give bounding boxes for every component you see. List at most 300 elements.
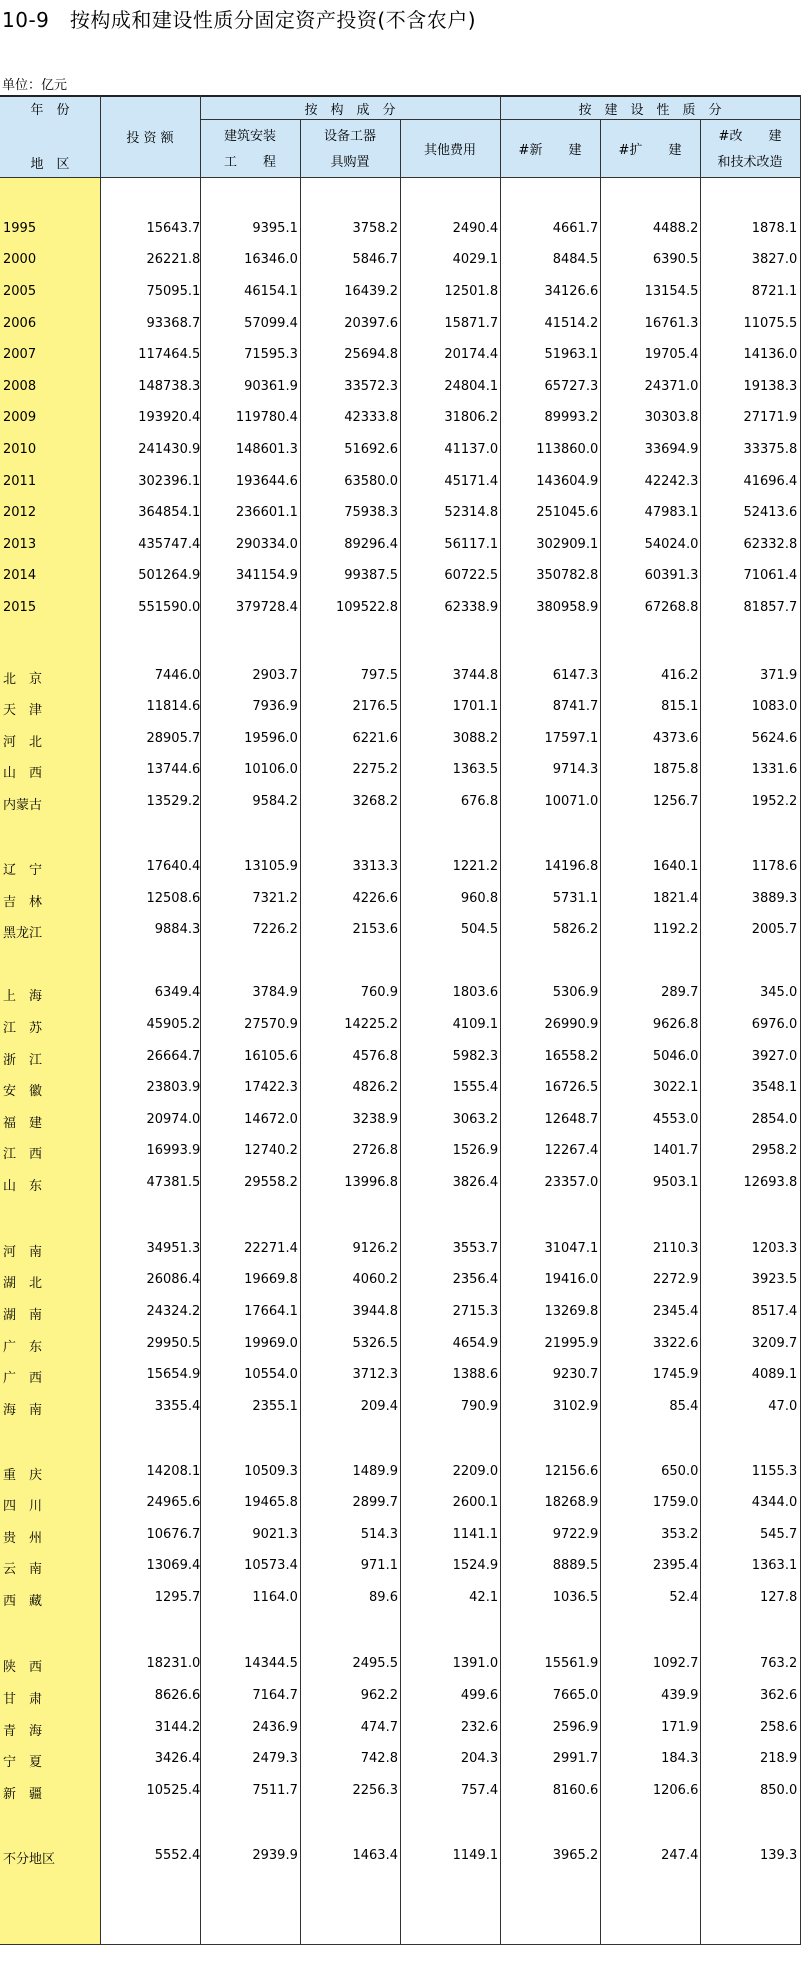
table-cell: 16439.2 bbox=[344, 283, 398, 299]
table-cell: 81857.7 bbox=[743, 600, 798, 615]
table-cell: 18231.0 bbox=[146, 1656, 201, 1672]
table-cell: 962.2 bbox=[360, 1687, 398, 1703]
row-label: 北 京 bbox=[3, 671, 43, 687]
table-cell: 4553.0 bbox=[652, 1111, 699, 1127]
table-cell: 1640.1 bbox=[652, 859, 699, 875]
table-cell: 27171.9 bbox=[743, 410, 798, 426]
table-cell: 12693.8 bbox=[743, 1175, 798, 1191]
table-cell: 16761.3 bbox=[644, 315, 699, 331]
table-cell: 2436.9 bbox=[252, 1719, 298, 1735]
table-cell: 14136.0 bbox=[743, 347, 798, 363]
table-cell: 10106.0 bbox=[244, 762, 298, 778]
table-cell: 1203.3 bbox=[751, 1240, 798, 1256]
table-cell: 23803.9 bbox=[146, 1080, 201, 1096]
table-cell: 209.4 bbox=[360, 1398, 398, 1414]
table-cell: 12740.2 bbox=[244, 1143, 298, 1159]
table-cell: 3322.6 bbox=[652, 1335, 699, 1351]
table-cell: 30303.8 bbox=[644, 410, 699, 426]
row-label: 山 东 bbox=[3, 1179, 43, 1195]
table-cell: 2355.1 bbox=[252, 1398, 298, 1414]
table-cell: 1759.0 bbox=[652, 1495, 699, 1511]
table-cell: 1401.7 bbox=[652, 1143, 699, 1159]
table-cell: 15871.7 bbox=[444, 315, 499, 331]
table-cell: 19465.8 bbox=[244, 1495, 298, 1511]
table-row bbox=[0, 309, 801, 341]
table-cell: 31806.2 bbox=[444, 410, 499, 426]
table-cell: 11814.6 bbox=[146, 699, 201, 715]
table-cell: 2395.4 bbox=[652, 1558, 699, 1574]
table-cell: 6221.6 bbox=[352, 730, 398, 746]
table-cell: 435747.4 bbox=[138, 536, 201, 552]
table-cell: 218.9 bbox=[760, 1751, 798, 1767]
row-label: 新 疆 bbox=[3, 1786, 43, 1802]
table-cell: 148738.3 bbox=[138, 378, 201, 394]
table-cell: 14225.2 bbox=[344, 1017, 398, 1033]
table-cell: 3826.4 bbox=[452, 1175, 499, 1191]
table-row bbox=[0, 1234, 801, 1266]
table-cell: 17422.3 bbox=[244, 1080, 298, 1096]
table-cell: 2490.4 bbox=[452, 220, 499, 236]
table-cell: 1388.6 bbox=[452, 1367, 499, 1383]
table-row bbox=[0, 1713, 801, 1745]
header-other: 其他费用 bbox=[423, 143, 476, 158]
table-cell: 4029.1 bbox=[452, 252, 499, 268]
row-label: 浙 江 bbox=[3, 1052, 43, 1068]
table-cell: 20397.6 bbox=[344, 315, 398, 331]
row-label: 2006 bbox=[3, 315, 37, 331]
table-cell: 650.0 bbox=[661, 1463, 699, 1479]
table-cell: 33572.3 bbox=[344, 378, 398, 394]
table-row bbox=[0, 1488, 801, 1520]
table-row bbox=[0, 1551, 801, 1583]
table-cell: 10573.4 bbox=[244, 1558, 298, 1574]
table-cell: 3022.1 bbox=[652, 1080, 699, 1096]
header-region: 地 区 bbox=[30, 157, 70, 172]
table-row bbox=[0, 1392, 801, 1424]
table-row bbox=[0, 1042, 801, 1074]
table-top-rule bbox=[0, 95, 801, 97]
table-cell: 26221.8 bbox=[146, 252, 201, 268]
table-cell: 1331.6 bbox=[751, 762, 798, 778]
table-cell: 62332.8 bbox=[743, 536, 798, 552]
table-cell: 6976.0 bbox=[751, 1017, 798, 1033]
row-label: 2015 bbox=[3, 600, 37, 615]
table-cell: 193644.6 bbox=[235, 473, 298, 489]
table-cell: 21995.9 bbox=[544, 1335, 599, 1351]
table-cell: 9722.9 bbox=[552, 1526, 599, 1542]
table-cell: 2726.8 bbox=[352, 1143, 398, 1159]
row-label: 2005 bbox=[3, 283, 37, 299]
header-group-rule bbox=[201, 119, 801, 120]
table-cell: 4654.9 bbox=[452, 1335, 499, 1351]
table-cell: 5982.3 bbox=[452, 1048, 499, 1064]
table-row bbox=[0, 561, 801, 593]
table-cell: 16346.0 bbox=[244, 252, 298, 268]
table-cell: 289.7 bbox=[661, 985, 699, 1001]
table-cell: 67268.8 bbox=[644, 600, 699, 615]
table-cell: 2479.3 bbox=[252, 1751, 298, 1767]
table-cell: 47.0 bbox=[768, 1398, 798, 1414]
table-cell: 117464.5 bbox=[138, 347, 201, 363]
table-row bbox=[0, 1583, 801, 1615]
table-row bbox=[0, 978, 801, 1010]
table-row bbox=[0, 787, 801, 819]
table-cell: 4826.2 bbox=[352, 1080, 398, 1096]
header-total: 投 资 额 bbox=[126, 131, 174, 146]
table-cell: 514.3 bbox=[360, 1526, 398, 1542]
table-cell: 51963.1 bbox=[544, 347, 599, 363]
table-cell: 236601.1 bbox=[235, 505, 298, 521]
row-label: 西 藏 bbox=[3, 1593, 43, 1609]
header-reform-2: 和技术改造 bbox=[717, 155, 783, 170]
table-cell: 2256.3 bbox=[352, 1782, 398, 1798]
table-cell: 23357.0 bbox=[544, 1175, 599, 1191]
table-cell: 499.6 bbox=[460, 1687, 499, 1703]
table-cell: 8517.4 bbox=[751, 1304, 798, 1319]
table-cell: 14208.1 bbox=[146, 1463, 201, 1479]
header-equipment-1: 设备工器 bbox=[323, 129, 376, 144]
table-row bbox=[0, 530, 801, 562]
table-cell: 850.0 bbox=[760, 1782, 798, 1798]
table-cell: 9626.8 bbox=[652, 1017, 699, 1033]
table-cell: 302909.1 bbox=[536, 536, 599, 552]
table-cell: 551590.0 bbox=[138, 600, 201, 615]
table-cell: 13529.2 bbox=[146, 793, 201, 809]
page-title: 10-9 按构成和建设性质分固定资产投资(不含农户) bbox=[2, 8, 476, 32]
table-cell: 60391.3 bbox=[644, 568, 699, 584]
table-cell: 3238.9 bbox=[352, 1111, 398, 1127]
table-cell: 12156.6 bbox=[544, 1463, 599, 1479]
table-cell: 3744.8 bbox=[452, 667, 499, 683]
table-cell: 119780.4 bbox=[235, 410, 298, 426]
row-label: 辽 宁 bbox=[3, 863, 43, 879]
table-cell: 3548.1 bbox=[751, 1080, 798, 1096]
table-cell: 14344.5 bbox=[244, 1656, 298, 1672]
table-cell: 742.8 bbox=[360, 1751, 398, 1767]
table-cell: 362.6 bbox=[760, 1687, 798, 1703]
table-cell: 2153.6 bbox=[352, 922, 398, 938]
table-cell: 3144.2 bbox=[154, 1719, 201, 1735]
table-cell: 3088.2 bbox=[452, 730, 499, 746]
table-cell: 345.0 bbox=[760, 985, 798, 1001]
table-cell: 9714.3 bbox=[552, 762, 599, 778]
table-cell: 7446.0 bbox=[154, 667, 201, 683]
table-cell: 2272.9 bbox=[652, 1272, 699, 1288]
row-label: 内蒙古 bbox=[3, 797, 43, 813]
table-cell: 1803.6 bbox=[452, 985, 499, 1001]
table-cell: 25694.8 bbox=[344, 347, 398, 363]
table-cell: 13069.4 bbox=[146, 1558, 201, 1574]
table-cell: 4089.1 bbox=[751, 1367, 798, 1383]
table-cell: 89296.4 bbox=[344, 536, 398, 552]
row-label: 安 徽 bbox=[3, 1084, 43, 1100]
table-cell: 241430.9 bbox=[138, 441, 201, 457]
table-cell: 89.6 bbox=[369, 1589, 398, 1605]
table-cell: 13105.9 bbox=[244, 859, 298, 875]
table-cell: 960.8 bbox=[460, 890, 499, 906]
table-cell: 9584.2 bbox=[252, 793, 298, 809]
table-cell: 17664.1 bbox=[244, 1304, 298, 1319]
table-row bbox=[0, 1265, 801, 1297]
table-cell: 41137.0 bbox=[444, 441, 499, 457]
table-cell: 3944.8 bbox=[352, 1304, 398, 1319]
table-cell: 5624.6 bbox=[751, 730, 798, 746]
table-row bbox=[0, 915, 801, 947]
row-label: 云 南 bbox=[3, 1562, 43, 1578]
table-row bbox=[0, 724, 801, 756]
table-cell: 416.2 bbox=[661, 667, 699, 683]
row-label: 天 津 bbox=[3, 703, 43, 719]
table-cell: 29950.5 bbox=[146, 1335, 201, 1351]
table-cell: 790.9 bbox=[460, 1398, 499, 1414]
table-cell: 439.9 bbox=[661, 1687, 699, 1703]
row-label: 河 南 bbox=[3, 1244, 43, 1260]
table-cell: 28905.7 bbox=[146, 730, 201, 746]
table-cell: 13269.8 bbox=[544, 1304, 599, 1319]
table-cell: 75938.3 bbox=[344, 505, 398, 521]
table-cell: 1155.3 bbox=[751, 1463, 798, 1479]
table-cell: 2345.4 bbox=[652, 1304, 699, 1319]
table-cell: 34126.6 bbox=[544, 283, 599, 299]
table-cell: 20174.4 bbox=[444, 347, 499, 363]
table-cell: 797.5 bbox=[360, 667, 398, 683]
table-cell: 171.9 bbox=[661, 1719, 699, 1735]
table-cell: 3784.9 bbox=[252, 985, 298, 1001]
table-cell: 19596.0 bbox=[244, 730, 298, 746]
row-label: 广 东 bbox=[3, 1339, 43, 1355]
table-cell: 2176.5 bbox=[352, 699, 398, 715]
table-cell: 9126.2 bbox=[352, 1240, 398, 1256]
table-cell: 1092.7 bbox=[652, 1656, 699, 1672]
table-cell: 2356.4 bbox=[452, 1272, 499, 1288]
table-cell: 26086.4 bbox=[146, 1272, 201, 1288]
table-cell: 364854.1 bbox=[138, 505, 201, 521]
header-equipment-2: 具购置 bbox=[330, 155, 370, 170]
table-cell: 9021.3 bbox=[252, 1526, 298, 1542]
table-row bbox=[0, 277, 801, 309]
table-cell: 10676.7 bbox=[146, 1526, 201, 1542]
table-row bbox=[0, 1010, 801, 1042]
table-cell: 47381.5 bbox=[146, 1175, 201, 1191]
table-cell: 290334.0 bbox=[235, 536, 298, 552]
table-cell: 13744.6 bbox=[146, 762, 201, 778]
table-cell: 204.3 bbox=[460, 1751, 499, 1767]
table-cell: 12501.8 bbox=[444, 283, 499, 299]
table-cell: 474.7 bbox=[360, 1719, 398, 1735]
table-cell: 27570.9 bbox=[244, 1017, 298, 1033]
row-label: 青 海 bbox=[3, 1723, 43, 1739]
table-cell: 3102.9 bbox=[552, 1398, 599, 1414]
table-row bbox=[0, 661, 801, 693]
table-cell: 109522.8 bbox=[335, 600, 398, 615]
table-cell: 4576.8 bbox=[352, 1048, 398, 1064]
table-cell: 1524.9 bbox=[452, 1558, 499, 1574]
table-cell: 71595.3 bbox=[244, 347, 298, 363]
row-label: 2011 bbox=[3, 473, 37, 489]
table-cell: 3712.3 bbox=[352, 1367, 398, 1383]
table-cell: 15561.9 bbox=[544, 1656, 599, 1672]
table-cell: 34951.3 bbox=[146, 1240, 201, 1256]
table-row bbox=[0, 435, 801, 467]
table-cell: 350782.8 bbox=[536, 568, 599, 584]
table-cell: 251045.6 bbox=[536, 505, 599, 521]
table-cell: 1463.4 bbox=[352, 1847, 398, 1863]
table-cell: 8889.5 bbox=[552, 1558, 599, 1574]
table-row bbox=[0, 1073, 801, 1105]
table-cell: 17597.1 bbox=[544, 730, 599, 746]
table-cell: 3313.3 bbox=[352, 859, 398, 875]
table-row bbox=[0, 403, 801, 435]
table-cell: 16105.6 bbox=[244, 1048, 298, 1064]
table-cell: 11075.5 bbox=[743, 315, 798, 331]
table-cell: 7321.2 bbox=[252, 890, 298, 906]
row-label: 吉 林 bbox=[3, 894, 43, 910]
table-cell: 3927.0 bbox=[751, 1048, 798, 1064]
table-cell: 1363.5 bbox=[452, 762, 499, 778]
table-row bbox=[0, 1168, 801, 1200]
table-cell: 2991.7 bbox=[552, 1751, 599, 1767]
table-cell: 42242.3 bbox=[644, 473, 699, 489]
table-cell: 4226.6 bbox=[352, 890, 398, 906]
table-cell: 1206.6 bbox=[652, 1782, 699, 1798]
table-cell: 60722.5 bbox=[444, 568, 499, 584]
table-cell: 501264.9 bbox=[138, 568, 201, 584]
row-label: 四 川 bbox=[3, 1499, 43, 1515]
table-cell: 139.3 bbox=[760, 1847, 798, 1863]
row-label: 海 南 bbox=[3, 1402, 43, 1418]
table-cell: 89993.2 bbox=[544, 410, 599, 426]
table-cell: 54024.0 bbox=[644, 536, 699, 552]
table-row bbox=[0, 372, 801, 404]
table-cell: 22271.4 bbox=[244, 1240, 298, 1256]
row-label: 宁 夏 bbox=[3, 1755, 43, 1771]
table-cell: 193920.4 bbox=[138, 410, 201, 426]
table-cell: 29558.2 bbox=[244, 1175, 298, 1191]
table-row bbox=[0, 1136, 801, 1168]
table-cell: 1363.1 bbox=[751, 1558, 798, 1574]
table-cell: 4661.7 bbox=[552, 220, 599, 236]
row-label: 贵 州 bbox=[3, 1530, 43, 1546]
table-cell: 1526.9 bbox=[452, 1143, 499, 1159]
table-cell: 26664.7 bbox=[146, 1048, 201, 1064]
table-cell: 3355.4 bbox=[154, 1398, 201, 1414]
table-cell: 46154.1 bbox=[244, 283, 298, 299]
table-cell: 2854.0 bbox=[751, 1111, 798, 1127]
table-cell: 42.1 bbox=[469, 1589, 499, 1605]
table-cell: 545.7 bbox=[760, 1526, 798, 1542]
table-cell: 3426.4 bbox=[154, 1751, 201, 1767]
table-cell: 3268.2 bbox=[352, 793, 398, 809]
table-cell: 4344.0 bbox=[751, 1495, 798, 1511]
table-cell: 6390.5 bbox=[652, 252, 699, 268]
row-label: 2013 bbox=[3, 536, 37, 552]
row-label: 2008 bbox=[3, 378, 37, 394]
table-cell: 5306.9 bbox=[552, 985, 599, 1001]
row-label: 上 海 bbox=[3, 989, 43, 1005]
table-cell: 2958.2 bbox=[751, 1143, 798, 1159]
table-cell: 2596.9 bbox=[552, 1719, 599, 1735]
row-label: 湖 南 bbox=[3, 1308, 43, 1323]
table-cell: 1555.4 bbox=[452, 1080, 499, 1096]
table-cell: 4109.1 bbox=[452, 1017, 499, 1033]
table-cell: 24804.1 bbox=[444, 378, 499, 394]
table-cell: 4373.6 bbox=[652, 730, 699, 746]
table-cell: 1083.0 bbox=[751, 699, 798, 715]
table-cell: 6147.3 bbox=[552, 667, 599, 683]
table-cell: 9395.1 bbox=[252, 220, 298, 236]
header-year: 年 份 bbox=[30, 103, 70, 118]
table-cell: 13996.8 bbox=[344, 1175, 398, 1191]
table-cell: 26990.9 bbox=[544, 1017, 599, 1033]
table-cell: 127.8 bbox=[760, 1589, 798, 1605]
row-label: 2000 bbox=[3, 252, 37, 268]
table-cell: 16726.5 bbox=[544, 1080, 599, 1096]
table-cell: 302396.1 bbox=[138, 473, 201, 489]
table-cell: 56117.1 bbox=[444, 536, 499, 552]
table-cell: 504.5 bbox=[460, 922, 499, 938]
table-cell: 247.4 bbox=[661, 1847, 699, 1863]
table-row bbox=[0, 852, 801, 884]
table-cell: 10554.0 bbox=[244, 1367, 298, 1383]
table-cell: 2110.3 bbox=[652, 1240, 699, 1256]
table-cell: 815.1 bbox=[661, 699, 699, 715]
header-reform-1: #改 建 bbox=[718, 129, 782, 144]
table-cell: 1256.7 bbox=[652, 793, 699, 809]
header-by-nature: 按 建 设 性 质 分 bbox=[578, 103, 722, 118]
row-label: 福 建 bbox=[3, 1115, 43, 1131]
table-cell: 42333.8 bbox=[344, 410, 398, 426]
table-cell: 7226.2 bbox=[252, 922, 298, 938]
table-cell: 1221.2 bbox=[452, 859, 499, 875]
table-row bbox=[0, 1841, 801, 1873]
table-cell: 1489.9 bbox=[352, 1463, 398, 1479]
table-cell: 45171.4 bbox=[444, 473, 499, 489]
table-cell: 13154.5 bbox=[644, 283, 699, 299]
table-cell: 5846.7 bbox=[352, 252, 398, 268]
table-row bbox=[0, 340, 801, 372]
table-cell: 2600.1 bbox=[452, 1495, 499, 1511]
row-label: 2009 bbox=[3, 410, 37, 426]
unit-label: 单位：亿元 bbox=[2, 78, 68, 93]
table-cell: 1701.1 bbox=[452, 699, 499, 715]
table-cell: 2495.5 bbox=[352, 1656, 398, 1672]
row-label: 重 庆 bbox=[3, 1467, 43, 1483]
table-cell: 47983.1 bbox=[644, 505, 699, 521]
table-cell: 379728.4 bbox=[235, 600, 298, 615]
table-cell: 341154.9 bbox=[235, 568, 298, 584]
table-row bbox=[0, 1105, 801, 1137]
table-cell: 1821.4 bbox=[652, 890, 699, 906]
table-cell: 10071.0 bbox=[544, 793, 599, 809]
table-cell: 12508.6 bbox=[146, 890, 201, 906]
table-cell: 14196.8 bbox=[544, 859, 599, 875]
table-cell: 2939.9 bbox=[252, 1847, 298, 1863]
table-cell: 57099.4 bbox=[244, 315, 298, 331]
table-row bbox=[0, 884, 801, 916]
table-cell: 1149.1 bbox=[452, 1847, 499, 1863]
table-cell: 3553.7 bbox=[452, 1240, 499, 1256]
table-cell: 757.4 bbox=[460, 1782, 499, 1798]
table-cell: 1295.7 bbox=[154, 1589, 201, 1605]
row-label: 江 苏 bbox=[3, 1021, 43, 1037]
table-cell: 24965.6 bbox=[146, 1495, 201, 1511]
table-cell: 760.9 bbox=[360, 985, 398, 1001]
table-cell: 1745.9 bbox=[652, 1367, 699, 1383]
table-cell: 353.2 bbox=[661, 1526, 699, 1542]
table-cell: 3923.5 bbox=[751, 1272, 798, 1288]
table-cell: 2715.3 bbox=[452, 1304, 499, 1319]
table-cell: 1391.0 bbox=[452, 1656, 499, 1672]
